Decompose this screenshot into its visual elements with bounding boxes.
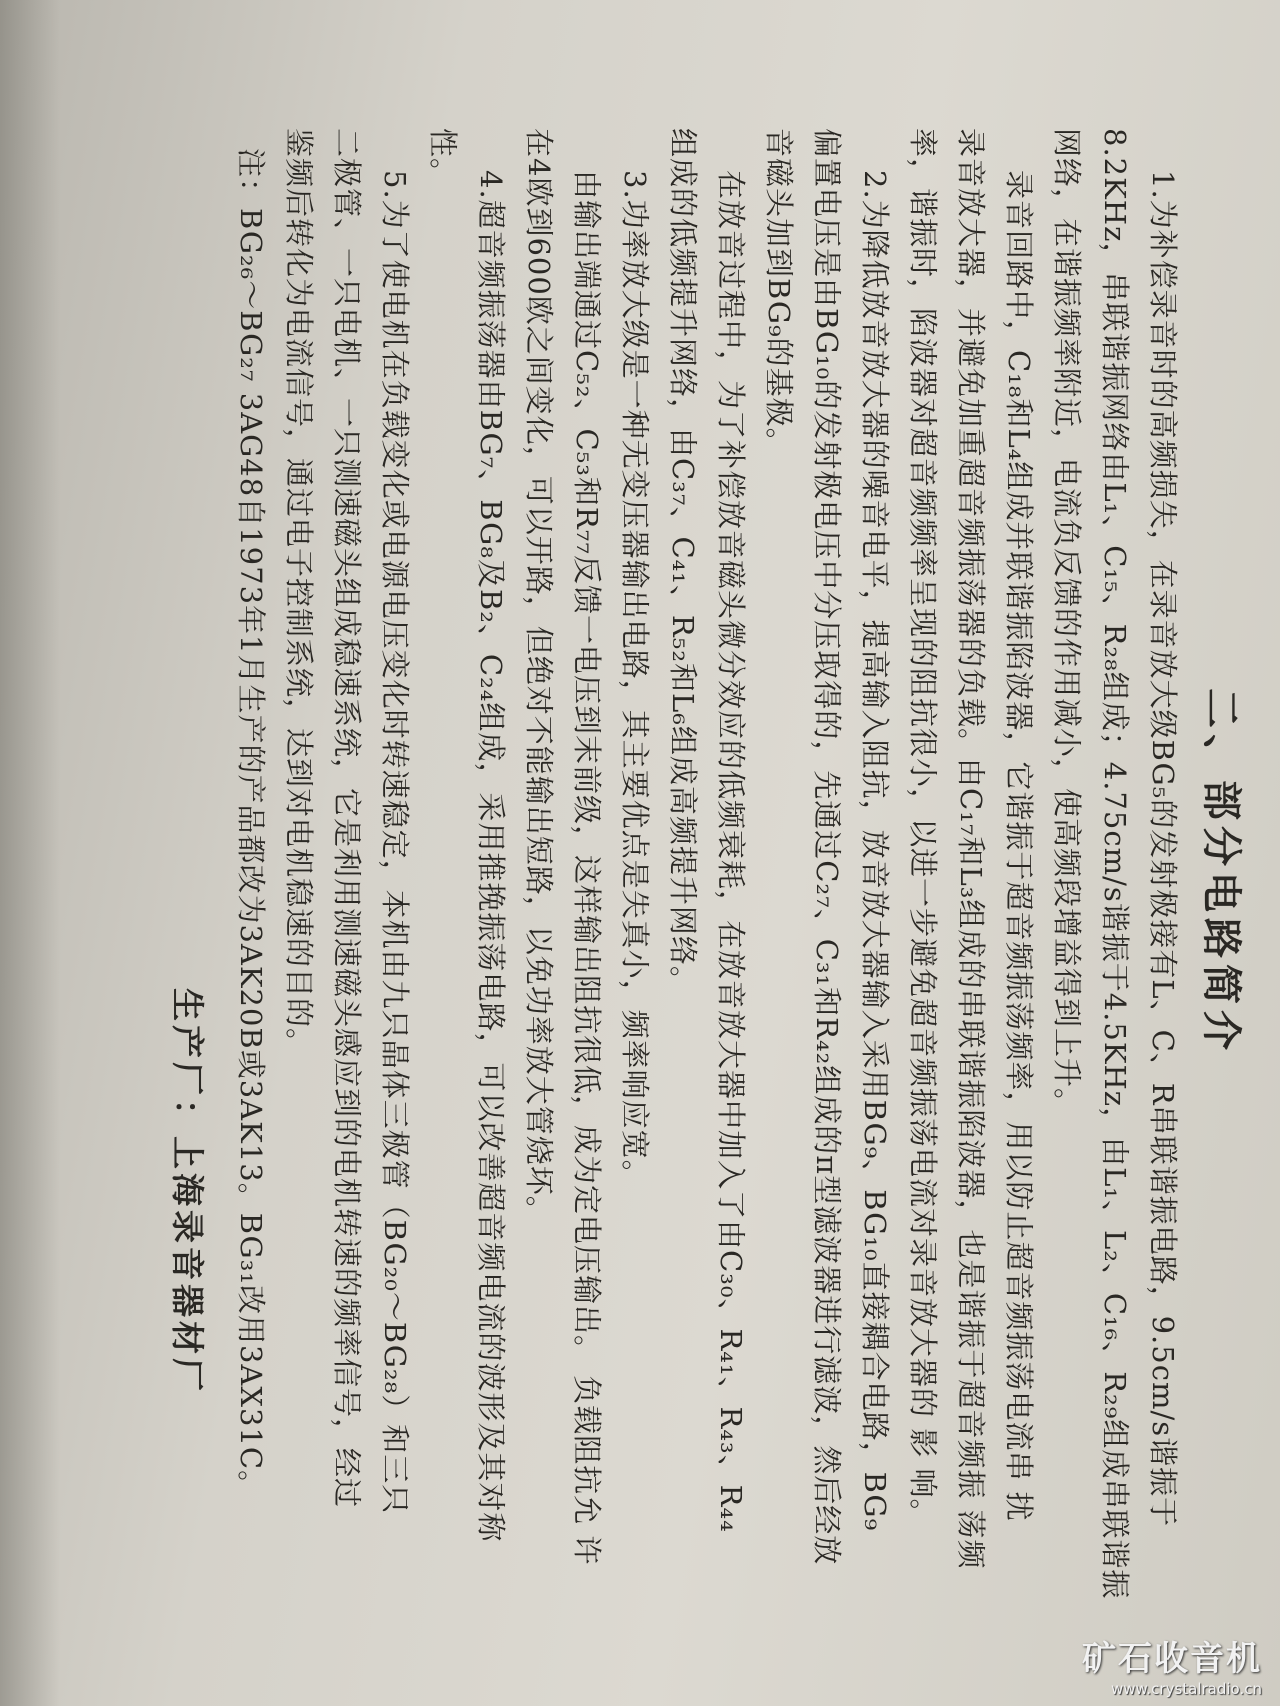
text-line: 在放音过程中，为了补偿放音磁头微分效应的低频衰耗，在放音放大器中加入了由C₃₀、R₄₁、R₄₃、R₄₄ bbox=[714, 170, 748, 1533]
text-line: 3.功率放大级是一种无变压器输出电路，其主要优点是失真小，频率响应宽。 bbox=[618, 170, 652, 1190]
text-line: 由输出端通过C₅₂、C₅₃和R₇₇反馈一电压到末前级，这样输出阻抗很低，成为定电压输出。 负载阻抗允 许 bbox=[570, 170, 604, 1566]
text-line: 5.为了使电机在负载变化或电源电压变化时转速稳定，本机由九只晶体三极管（BG₂₀～BG₂₈）和三只 bbox=[378, 170, 412, 1515]
text-line: 组成的低频提升网络，由C₃₇、C₄₁、R₅₂和L₆组成高频提升网络。 bbox=[666, 128, 700, 996]
text-line: 在4欧到600欧之间变化，可以开路，但绝对不能输出短路，以免功率放大管烧坏。 bbox=[522, 128, 556, 1226]
text-line: 二极管、一只电机、一只测速磁头组成稳速系统，它是利用测速磁头感应到的电机转速的频率信号，经过 bbox=[330, 128, 364, 1509]
watermark-brand: 矿石收音机 bbox=[1082, 1639, 1262, 1679]
footnote-line: 注：BG₂₆～BG₂₇ 3AG48自1973年1月生产的产品都改为3AK20B或3AK13。BG₃₁改用3AX31C。 bbox=[234, 148, 268, 1501]
text-line: 性。 bbox=[426, 128, 460, 189]
text-line: 鉴频后转化为电流信号，通过电子控制系统，达到对电机稳速的目的。 bbox=[282, 128, 316, 1059]
page-edge-shadow bbox=[0, 0, 60, 1706]
text-line: 偏置电压是由BG₁₀的发射极电压中分压取得的，先通过C₂₇、C₃₁和R₄₂组成的π型滤波器进行滤波，然后经放 bbox=[810, 128, 844, 1566]
watermark-url: www.crystalradio.cn bbox=[1110, 1680, 1262, 1698]
text-line: 录音回路中，C₁₈和L₄组成并联谐振陷波器，它谐振于超音频振荡频率，用以防止超音频振荡电流串 扰 bbox=[1002, 170, 1036, 1522]
site-watermark bbox=[1082, 1631, 1262, 1698]
section-title: 二、部分电路简介 bbox=[1198, 688, 1245, 1056]
text-line: 率，谐振时，陷波器对超音频频率呈现的阻抗很小，以进一步避免超音频振荡电流对录音放大器的 影 响。 bbox=[906, 128, 940, 1529]
text-line: 4.超音频振荡器由BG₇、BG₈及B₂、C₂₄组成，采用推挽振荡电路，可以改善超音频电流的波形及其对称 bbox=[474, 170, 508, 1543]
text-line: 录音放大器，并避免加重超音频振荡器的负载。由C₁₇和L₃组成的串联谐振陷波器，也是谐振于超音频振 荡频 bbox=[954, 128, 988, 1570]
manufacturer-line: 生产厂：上海录音器材厂 bbox=[168, 988, 207, 1395]
text-line: 网络，在谐振频率附近，电流负反馈的作用减小，使高频段增益得到上升。 bbox=[1050, 128, 1084, 1119]
text-line: 2.为降低放音放大器的噪音电平，提高输入阻抗，放音放大器输入采用BG₉、BG₁₀直接耦合电路，BG₉ bbox=[858, 170, 892, 1532]
text-line: 1.为补偿录音时的高频损失，在录音放大级BG₅的发射极接有L、C、R串联谐振电路，9.5cm/s谐振于 bbox=[1146, 170, 1180, 1528]
text-line: 音磁头加到BG₉的基极。 bbox=[762, 128, 796, 458]
rotated-document-page bbox=[168, 128, 1253, 1618]
text-line: 8.2KHz，串联谐振网络由L₁、C₁₅、R₂₈组成；4.75cm/s谐振于4.5KHz，由L₁、L₂、C₁₆、R₂₉组成串联谐振 bbox=[1098, 128, 1132, 1600]
